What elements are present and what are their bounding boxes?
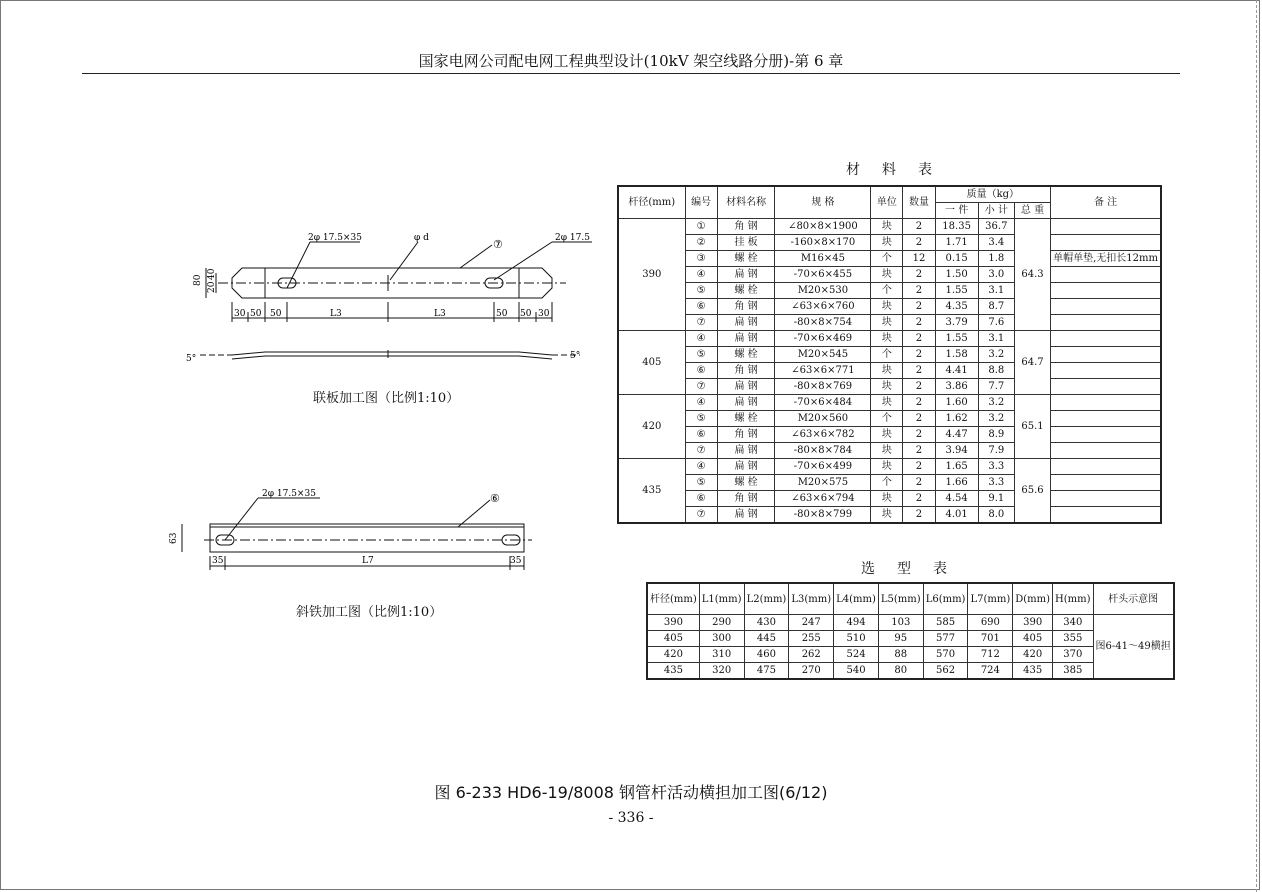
diameter-cell: 390 <box>618 219 685 331</box>
note-cell <box>1051 395 1161 411</box>
materials-table-title: 材料表 <box>846 162 954 178</box>
mh-diameter: 杆径(mm) <box>618 186 685 219</box>
label-hole-right: 2φ 17.5 <box>555 233 590 243</box>
selection-cell: 524 <box>834 647 879 663</box>
table-row <box>618 251 1161 267</box>
unit-cell: 块 <box>871 331 903 347</box>
mh-spec: 规 格 <box>775 186 871 219</box>
part-no-cell: ⑦ <box>685 379 717 395</box>
leader-part-6 <box>458 500 490 527</box>
selection-cell: 255 <box>789 631 834 647</box>
label-l3a: L3 <box>330 309 342 319</box>
selection-header-cell: 杆头示意图 <box>1093 583 1174 615</box>
spec-cell: -80×8×769 <box>775 379 871 395</box>
unit-cell: 块 <box>871 315 903 331</box>
note-cell <box>1051 267 1161 283</box>
qty-cell: 2 <box>903 459 935 475</box>
table-row <box>618 331 1161 347</box>
mass-each-cell: 3.86 <box>935 379 978 395</box>
note-cell: 单帽单垫,无扣长12mm <box>1051 251 1161 267</box>
selection-header-cell: H(mm) <box>1053 583 1094 615</box>
selection-header-cell: L3(mm) <box>789 583 834 615</box>
selection-header-cell: L4(mm) <box>834 583 879 615</box>
label-angle-left: 5° <box>186 354 197 364</box>
note-cell <box>1051 459 1161 475</box>
selection-cell: 430 <box>744 615 789 631</box>
part-no-cell: ⑥ <box>685 363 717 379</box>
label-d35b: 35 <box>510 556 522 566</box>
drawings-area <box>160 220 610 600</box>
selection-header-cell: L1(mm) <box>699 583 744 615</box>
spec-cell: M20×575 <box>775 475 871 491</box>
mass-subtotal-cell: 3.1 <box>978 283 1014 299</box>
table-row <box>618 283 1161 299</box>
note-cell <box>1051 443 1161 459</box>
unit-cell: 块 <box>871 363 903 379</box>
label-d50b: 50 <box>270 309 282 319</box>
label-d35a: 35 <box>212 556 224 566</box>
material-name-cell: 角 钢 <box>717 427 775 443</box>
unit-cell: 块 <box>871 491 903 507</box>
qty-cell: 2 <box>903 283 935 299</box>
part-no-cell: ② <box>685 235 717 251</box>
selection-cell: 690 <box>968 615 1013 631</box>
note-cell <box>1051 411 1161 427</box>
mh-unit: 单位 <box>871 186 903 219</box>
unit-cell: 个 <box>871 283 903 299</box>
table-row <box>618 395 1161 411</box>
unit-cell: 块 <box>871 379 903 395</box>
binding-dash-line <box>1256 0 1257 892</box>
material-name-cell: 扁 钢 <box>717 379 775 395</box>
part-no-cell: ⑤ <box>685 283 717 299</box>
material-name-cell: 螺 栓 <box>717 411 775 427</box>
table-row <box>618 299 1161 315</box>
mass-subtotal-cell: 7.6 <box>978 315 1014 331</box>
part-no-cell: ④ <box>685 459 717 475</box>
leader-hole-left <box>287 242 310 288</box>
note-cell <box>1051 427 1161 443</box>
unit-cell: 个 <box>871 475 903 491</box>
note-cell <box>1051 235 1161 251</box>
page-header: 国家电网公司配电网工程典型设计(10kV 架空线路分册)-第 6 章 <box>418 52 844 70</box>
qty-cell: 2 <box>903 235 935 251</box>
part-no-cell: ⑦ <box>685 443 717 459</box>
mass-total-cell: 64.7 <box>1014 331 1050 395</box>
qty-cell: 2 <box>903 395 935 411</box>
mass-subtotal-cell: 8.8 <box>978 363 1014 379</box>
spec-cell: M20×560 <box>775 411 871 427</box>
material-name-cell: 螺 栓 <box>717 283 775 299</box>
unit-cell: 块 <box>871 299 903 315</box>
mh-each: 一 件 <box>935 203 978 219</box>
figure-title: 图 6-233 HD6-19/8008 钢管杆活动横担加工图(6/12) <box>434 783 828 802</box>
mass-total-cell: 64.3 <box>1014 219 1050 331</box>
selection-table-title: 选型表 <box>861 561 969 577</box>
spec-cell: M20×545 <box>775 347 871 363</box>
mass-subtotal-cell: 1.8 <box>978 251 1014 267</box>
part-no-cell: ④ <box>685 331 717 347</box>
qty-cell: 2 <box>903 427 935 443</box>
selection-cell: 88 <box>878 647 923 663</box>
mass-subtotal-cell: 3.2 <box>978 347 1014 363</box>
part-no-cell: ⑦ <box>685 315 717 331</box>
note-cell <box>1051 475 1161 491</box>
part-no-cell: ⑥ <box>685 491 717 507</box>
part-no-cell: ⑦ <box>685 507 717 524</box>
label-dim-20: 20 <box>207 281 217 293</box>
mass-subtotal-cell: 3.2 <box>978 411 1014 427</box>
selection-header-row <box>647 583 1174 615</box>
qty-cell: 2 <box>903 299 935 315</box>
part-no-cell: ⑥ <box>685 427 717 443</box>
spec-cell: -70×6×455 <box>775 267 871 283</box>
mass-total-cell: 65.6 <box>1014 459 1050 524</box>
material-name-cell: 扁 钢 <box>717 267 775 283</box>
selection-header-cell: L7(mm) <box>968 583 1013 615</box>
mass-each-cell: 4.01 <box>935 507 978 524</box>
part-no-cell: ③ <box>685 251 717 267</box>
label-d50d: 50 <box>520 309 532 319</box>
material-name-cell: 扁 钢 <box>717 459 775 475</box>
mass-subtotal-cell: 3.4 <box>978 235 1014 251</box>
label-phi-d: φ d <box>414 233 429 243</box>
mass-each-cell: 4.47 <box>935 427 978 443</box>
mass-each-cell: 4.35 <box>935 299 978 315</box>
mass-subtotal-cell: 3.3 <box>978 475 1014 491</box>
selection-cell: 300 <box>699 631 744 647</box>
spec-cell: ∠63×6×760 <box>775 299 871 315</box>
selection-cell: 340 <box>1053 615 1094 631</box>
label-d30a: 30 <box>234 309 246 319</box>
material-name-cell: 扁 钢 <box>717 315 775 331</box>
label-l7: L7 <box>362 556 374 566</box>
qty-cell: 2 <box>903 363 935 379</box>
selection-cell: 310 <box>699 647 744 663</box>
note-cell <box>1051 379 1161 395</box>
mh-subtotal: 小 计 <box>978 203 1014 219</box>
part-no-cell: ⑤ <box>685 411 717 427</box>
label-d30b: 30 <box>538 309 550 319</box>
selection-cell: 510 <box>834 631 879 647</box>
selection-cell: 370 <box>1053 647 1094 663</box>
spec-cell: -160×8×170 <box>775 235 871 251</box>
selection-table <box>646 582 1175 680</box>
drawing-svg <box>160 220 610 600</box>
mass-subtotal-cell: 3.2 <box>978 395 1014 411</box>
part-no-cell: ⑤ <box>685 475 717 491</box>
selection-cell: 475 <box>744 663 789 680</box>
table-row <box>618 219 1161 235</box>
materials-body <box>618 219 1161 524</box>
diameter-cell: 405 <box>618 331 685 395</box>
spec-cell: -80×8×784 <box>775 443 871 459</box>
header-rule <box>82 73 1180 74</box>
qty-cell: 12 <box>903 251 935 267</box>
mass-subtotal-cell: 8.0 <box>978 507 1014 524</box>
table-row <box>618 459 1161 475</box>
side-bottom-edge <box>232 356 552 359</box>
selection-cell: 724 <box>968 663 1013 680</box>
label-dim-80: 80 <box>193 274 203 286</box>
part-no-cell: ④ <box>685 395 717 411</box>
label-dim-40: 40 <box>207 268 217 280</box>
selection-header-cell: 杆径(mm) <box>647 583 699 615</box>
mass-each-cell: 1.62 <box>935 411 978 427</box>
mh-note: 备 注 <box>1051 186 1161 219</box>
unit-cell: 块 <box>871 395 903 411</box>
selection-cell: 420 <box>1013 647 1053 663</box>
selection-cell: 460 <box>744 647 789 663</box>
note-cell <box>1051 315 1161 331</box>
mass-each-cell: 3.94 <box>935 443 978 459</box>
unit-cell: 块 <box>871 219 903 235</box>
mh-total: 总 重 <box>1014 203 1050 219</box>
unit-cell: 块 <box>871 235 903 251</box>
material-name-cell: 扁 钢 <box>717 507 775 524</box>
label-dim-63: 63 <box>169 532 179 544</box>
mass-each-cell: 4.41 <box>935 363 978 379</box>
part-no-cell: ⑥ <box>685 299 717 315</box>
leader-phi-d <box>390 242 418 280</box>
material-name-cell: 扁 钢 <box>717 331 775 347</box>
note-cell <box>1051 219 1161 235</box>
qty-cell: 2 <box>903 267 935 283</box>
note-cell <box>1051 363 1161 379</box>
unit-cell: 块 <box>871 267 903 283</box>
leader-diag-hole <box>225 498 258 540</box>
mass-each-cell: 1.55 <box>935 283 978 299</box>
table-row <box>618 507 1161 524</box>
table-row <box>618 411 1161 427</box>
unit-cell: 块 <box>871 443 903 459</box>
label-l3b: L3 <box>434 309 446 319</box>
label-angle-right: 5° <box>570 351 581 361</box>
selection-cell: 390 <box>1013 615 1053 631</box>
selection-header-cell: L5(mm) <box>878 583 923 615</box>
side-top-edge <box>232 352 552 355</box>
material-name-cell: 角 钢 <box>717 491 775 507</box>
mass-subtotal-cell: 3.3 <box>978 459 1014 475</box>
diagonal-iron-outline <box>210 524 524 552</box>
mass-subtotal-cell: 9.1 <box>978 491 1014 507</box>
selection-cell: 247 <box>789 615 834 631</box>
mass-each-cell: 1.55 <box>935 331 978 347</box>
qty-cell: 2 <box>903 491 935 507</box>
label-d50c: 50 <box>496 309 508 319</box>
material-name-cell: 螺 栓 <box>717 475 775 491</box>
unit-cell: 块 <box>871 427 903 443</box>
selection-cell: 420 <box>647 647 699 663</box>
selection-cell: 405 <box>647 631 699 647</box>
selection-cell: 80 <box>878 663 923 680</box>
mass-each-cell: 1.60 <box>935 395 978 411</box>
unit-cell: 个 <box>871 251 903 267</box>
mass-each-cell: 1.58 <box>935 347 978 363</box>
qty-cell: 2 <box>903 347 935 363</box>
mh-no: 编号 <box>685 186 717 219</box>
selection-cell: 435 <box>647 663 699 680</box>
page-number: - 336 - <box>608 810 654 826</box>
selection-header-cell: L6(mm) <box>923 583 968 615</box>
material-name-cell: 挂 板 <box>717 235 775 251</box>
mass-subtotal-cell: 7.9 <box>978 443 1014 459</box>
selection-cell: 355 <box>1053 631 1094 647</box>
diagonal-iron-plan <box>182 498 532 570</box>
material-name-cell: 角 钢 <box>717 299 775 315</box>
spec-cell: ∠63×6×794 <box>775 491 871 507</box>
mass-each-cell: 1.65 <box>935 459 978 475</box>
mass-subtotal-cell: 3.1 <box>978 331 1014 347</box>
table-row <box>618 427 1161 443</box>
mass-subtotal-cell: 8.7 <box>978 299 1014 315</box>
note-cell <box>1051 331 1161 347</box>
selection-cell: 494 <box>834 615 879 631</box>
material-name-cell: 角 钢 <box>717 363 775 379</box>
table-row <box>618 235 1161 251</box>
note-cell <box>1051 491 1161 507</box>
table-row <box>618 379 1161 395</box>
unit-cell: 块 <box>871 459 903 475</box>
unit-cell: 个 <box>871 411 903 427</box>
selection-cell: 262 <box>789 647 834 663</box>
selection-cell: 270 <box>789 663 834 680</box>
qty-cell: 2 <box>903 411 935 427</box>
label-part-6: ⑥ <box>490 492 500 505</box>
mass-subtotal-cell: 8.9 <box>978 427 1014 443</box>
mass-each-cell: 18.35 <box>935 219 978 235</box>
spec-cell: ∠63×6×771 <box>775 363 871 379</box>
note-cell <box>1051 507 1161 524</box>
selection-cell: 290 <box>699 615 744 631</box>
table-row <box>618 491 1161 507</box>
diameter-cell: 420 <box>618 395 685 459</box>
mass-total-cell: 65.1 <box>1014 395 1050 459</box>
mass-each-cell: 1.66 <box>935 475 978 491</box>
mass-each-cell: 0.15 <box>935 251 978 267</box>
qty-cell: 2 <box>903 379 935 395</box>
mass-each-cell: 4.54 <box>935 491 978 507</box>
selection-cell: 103 <box>878 615 923 631</box>
leader-part-7 <box>460 245 492 268</box>
table-row <box>618 363 1161 379</box>
selection-cell: 435 <box>1013 663 1053 680</box>
selection-cell: 577 <box>923 631 968 647</box>
mass-subtotal-cell: 3.0 <box>978 267 1014 283</box>
qty-cell: 2 <box>903 331 935 347</box>
spec-cell: -70×6×484 <box>775 395 871 411</box>
materials-table <box>617 185 1162 524</box>
table-row <box>618 347 1161 363</box>
table-row <box>618 315 1161 331</box>
mass-each-cell: 3.79 <box>935 315 978 331</box>
spec-cell: -70×6×469 <box>775 331 871 347</box>
part-no-cell: ④ <box>685 267 717 283</box>
mass-subtotal-cell: 7.7 <box>978 379 1014 395</box>
selection-cell: 390 <box>647 615 699 631</box>
mass-each-cell: 1.71 <box>935 235 978 251</box>
selection-cell: 712 <box>968 647 1013 663</box>
mh-name: 材料名称 <box>717 186 775 219</box>
diameter-cell: 435 <box>618 459 685 524</box>
mh-mass: 质量（kg） <box>935 186 1051 203</box>
selection-body <box>647 615 1174 680</box>
note-cell <box>1051 283 1161 299</box>
unit-cell: 块 <box>871 507 903 524</box>
selection-cell: 445 <box>744 631 789 647</box>
qty-cell: 2 <box>903 315 935 331</box>
qty-cell: 2 <box>903 443 935 459</box>
selection-header-cell: L2(mm) <box>744 583 789 615</box>
link-plate-plan <box>206 242 592 322</box>
qty-cell: 2 <box>903 219 935 235</box>
selection-cell: 320 <box>699 663 744 680</box>
spec-cell: ∠80×8×1900 <box>775 219 871 235</box>
spec-cell: M20×530 <box>775 283 871 299</box>
mh-qty: 数量 <box>903 186 935 219</box>
material-name-cell: 螺 栓 <box>717 347 775 363</box>
material-name-cell: 螺 栓 <box>717 251 775 267</box>
label-diag-hole: 2φ 17.5×35 <box>262 489 316 499</box>
caption-diagonal-iron: 斜铁加工图（比例1:10） <box>296 605 443 620</box>
table-row <box>647 615 1174 631</box>
table-row <box>618 267 1161 283</box>
mass-each-cell: 1.50 <box>935 267 978 283</box>
material-name-cell: 扁 钢 <box>717 443 775 459</box>
selection-cell: 701 <box>968 631 1013 647</box>
spec-cell: -80×8×754 <box>775 315 871 331</box>
qty-cell: 2 <box>903 507 935 524</box>
part-no-cell: ⑤ <box>685 347 717 363</box>
selection-cell: 570 <box>923 647 968 663</box>
table-row <box>618 443 1161 459</box>
material-name-cell: 角 钢 <box>717 219 775 235</box>
caption-link-plate: 联板加工图（比例1:10） <box>313 391 460 406</box>
diagram-ref-cell: 图6-41～49横担 <box>1093 615 1174 680</box>
label-part-7: ⑦ <box>493 238 503 251</box>
table-row <box>618 475 1161 491</box>
selection-cell: 95 <box>878 631 923 647</box>
spec-cell: ∠63×6×782 <box>775 427 871 443</box>
selection-cell: 385 <box>1053 663 1094 680</box>
note-cell <box>1051 347 1161 363</box>
part-no-cell: ① <box>685 219 717 235</box>
note-cell <box>1051 299 1161 315</box>
selection-cell: 405 <box>1013 631 1053 647</box>
selection-cell: 540 <box>834 663 879 680</box>
selection-header-cell: D(mm) <box>1013 583 1053 615</box>
label-d50a: 50 <box>250 309 262 319</box>
label-hole-left: 2φ 17.5×35 <box>308 233 362 243</box>
selection-cell: 585 <box>923 615 968 631</box>
qty-cell: 2 <box>903 475 935 491</box>
material-name-cell: 扁 钢 <box>717 395 775 411</box>
link-plate-side <box>200 350 580 359</box>
spec-cell: -70×6×499 <box>775 459 871 475</box>
unit-cell: 个 <box>871 347 903 363</box>
selection-cell: 562 <box>923 663 968 680</box>
mass-subtotal-cell: 36.7 <box>978 219 1014 235</box>
spec-cell: M16×45 <box>775 251 871 267</box>
spec-cell: -80×8×799 <box>775 507 871 524</box>
